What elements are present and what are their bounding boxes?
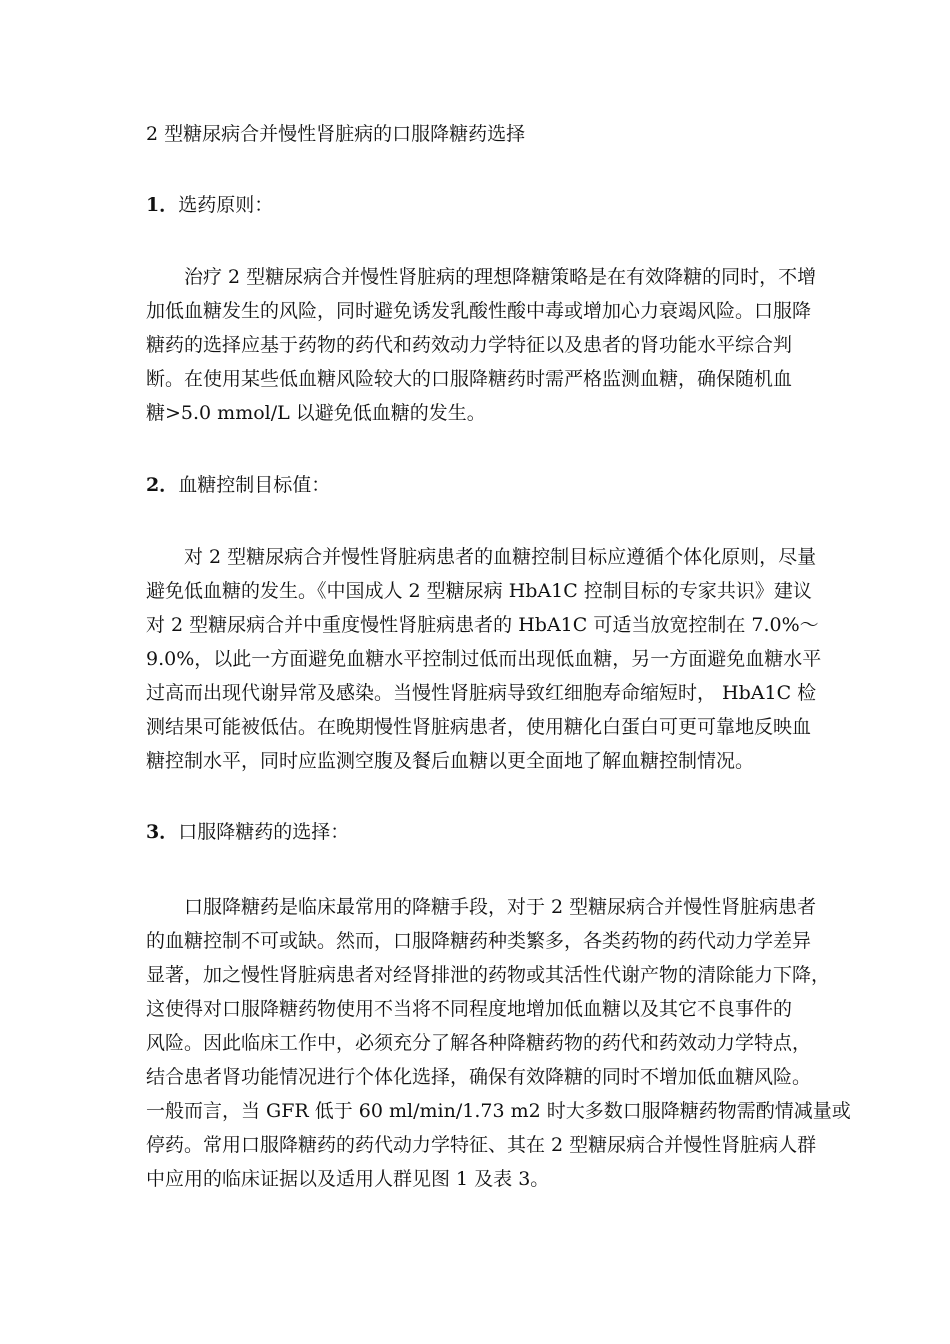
paragraph-line: 测结果可能被低估。在晚期慢性肾脏病患者，使用糖化白蛋白可更可靠地反映血	[146, 716, 812, 738]
section-3-title: 口服降糖药的选择：	[178, 821, 350, 843]
section-1-title: 选药原则：	[178, 194, 274, 216]
paragraph-line: 9.0%，以此一方面避免血糖水平控制过低而出现低血糖，另一方面避免血糖水平	[146, 648, 822, 670]
paragraph-line: 糖控制水平，同时应监测空腹及餐后血糖以更全面地了解血糖控制情况。	[146, 750, 755, 772]
section-1-number: 1．	[146, 194, 179, 216]
section-2-number: 2．	[146, 474, 179, 496]
section-2-heading	[146, 471, 330, 499]
section-3-number: 3．	[146, 821, 179, 843]
paragraph-line: 断。在使用某些低血糖风险较大的口服降糖药时需严格监测血糖，确保随机血	[146, 368, 793, 390]
section-1-heading	[146, 191, 273, 219]
document-title: 2 型糖尿病合并慢性肾脏病的口服降糖药选择	[146, 123, 526, 145]
paragraph-line: 一般而言，当 GFR 低于 60 ml/min/1.73 m2 时大多数口服降糖药物需酌情减量或	[146, 1100, 851, 1122]
paragraph-line: 对 2 型糖尿病合并慢性肾脏病患者的血糖控制目标应遵循个体化原则，尽量	[184, 546, 817, 568]
paragraph-line: 糖>5.0 mmol/L 以避免低血糖的发生。	[146, 402, 486, 424]
section-2-title: 血糖控制目标值：	[178, 474, 331, 496]
paragraph-line: 对 2 型糖尿病合并中重度慢性肾脏病患者的 HbA1C 可适当放宽控制在 7.0%～	[146, 614, 819, 636]
paragraph-line: 中应用的临床证据以及适用人群见图 1 及表 3。	[146, 1168, 550, 1190]
section-2-paragraph	[146, 540, 822, 778]
paragraph-line: 过高而出现代谢异常及感染。当慢性肾脏病导致红细胞寿命缩短时， HbA1C 检	[146, 682, 817, 704]
paragraph-line: 风险。因此临床工作中，必须充分了解各种降糖药物的药代和药效动力学特点，	[146, 1032, 812, 1054]
paragraph-line: 这使得对口服降糖药物使用不当将不同程度地增加低血糖以及其它不良事件的	[146, 998, 793, 1020]
paragraph-line: 显著，加之慢性肾脏病患者对经肾排泄的药物或其活性代谢产物的清除能力下降，	[146, 964, 831, 986]
paragraph-line: 结合患者肾功能情况进行个体化选择，确保有效降糖的同时不增加低血糖风险。	[146, 1066, 812, 1088]
paragraph-line: 避免低血糖的发生。《中国成人 2 型糖尿病 HbA1C 控制目标的专家共识》建议	[146, 580, 812, 602]
paragraph-line: 加低血糖发生的风险，同时避免诱发乳酸性酸中毒或增加心力衰竭风险。口服降	[146, 300, 812, 322]
paragraph-line: 糖药的选择应基于药物的药代和药效动力学特征以及患者的肾功能水平综合判	[146, 334, 793, 356]
paragraph-line: 停药。常用口服降糖药的药代动力学特征、其在 2 型糖尿病合并慢性肾脏病人群	[146, 1134, 817, 1156]
section-1-paragraph	[146, 260, 817, 430]
paragraph-line: 治疗 2 型糖尿病合并慢性肾脏病的理想降糖策略是在有效降糖的同时，不增	[184, 266, 817, 288]
section-3-heading	[146, 818, 349, 846]
paragraph-line: 口服降糖药是临床最常用的降糖手段，对于 2 型糖尿病合并慢性肾脏病患者	[184, 896, 817, 918]
section-3-paragraph	[146, 890, 851, 1196]
paragraph-line: 的血糖控制不可或缺。然而，口服降糖药种类繁多，各类药物的药代动力学差异	[146, 930, 812, 952]
